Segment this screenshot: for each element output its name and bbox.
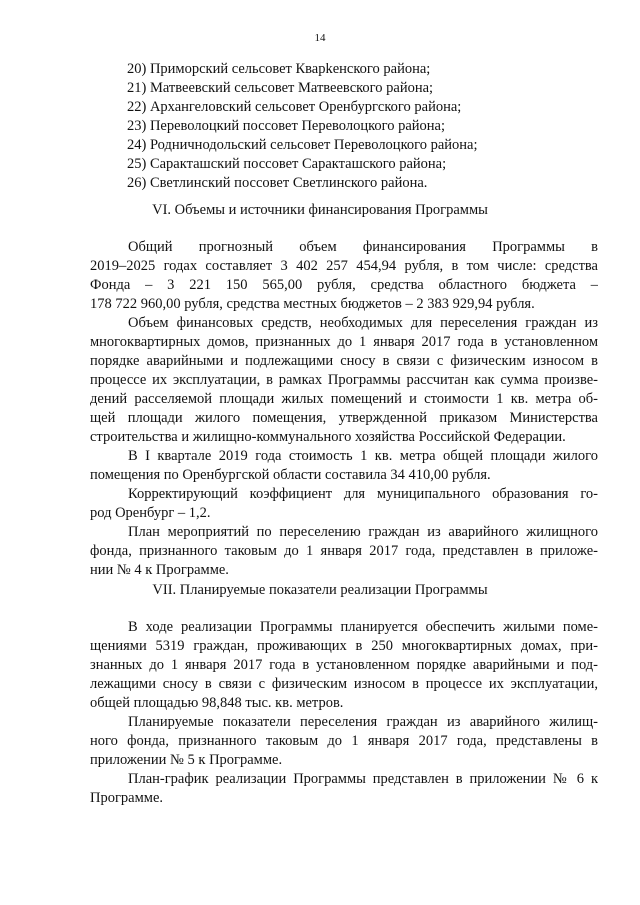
section-6-paragraph-3 (90, 447, 598, 485)
text-line: План-график реализации Программы представлен в приложении № 6 к (128, 771, 598, 787)
text-line: Программе. (90, 790, 164, 806)
section-6-paragraph-4 (90, 485, 598, 523)
text-line: щей площади жилого помещения, утвержденной приказом Министерства (90, 410, 598, 426)
list-item: 20) Приморский сельсовет Кварkенского района; (127, 61, 431, 77)
section-6-heading: VI. Объемы и источники финансирования Программы (152, 202, 488, 218)
section-7-paragraph-1 (90, 618, 598, 713)
list-item: 24) Родничнодольский сельсовет Переволоцкого района; (127, 137, 478, 153)
text-line: Фонда – 3 221 150 565,00 рубля, средства областного бюджета – (90, 277, 598, 293)
page-number: 14 (314, 32, 326, 44)
list-item: 21) Матвеевский сельсовет Матвеевского района; (127, 80, 434, 96)
text-line: щениями 5319 граждан, проживающих в 250 многоквартирных домах, при- (90, 638, 598, 654)
section-6-paragraph-2 (90, 314, 598, 447)
section-6-paragraph-5 (90, 523, 598, 580)
list-item: 26) Светлинский поссовет Светлинского района. (127, 175, 428, 191)
text-line: порядке аварийными и подлежащими сносу в связи с физическим износом в (90, 353, 598, 369)
text-line: ного фонда, признанного таковым до 1 января 2017 года, представлены в (90, 733, 598, 749)
section-7-paragraph-2 (90, 713, 598, 770)
text-line: План мероприятий по переселению граждан из аварийного жилищного (128, 524, 598, 540)
list-item: 22) Архангеловский сельсовет Оренбургского района; (127, 99, 462, 115)
text-line: приложении № 5 к Программе. (90, 752, 283, 768)
text-line: род Оренбург – 1,2. (90, 505, 211, 521)
text-line: В I квартале 2019 года стоимость 1 кв. метра общей площади жилого (128, 448, 598, 464)
text-line: нии № 4 к Программе. (90, 562, 229, 578)
text-line: помещения по Оренбургской области составила 34 410,00 рубля. (90, 467, 491, 483)
text-line: Объем финансовых средств, необходимых для переселения граждан из (128, 315, 598, 331)
text-line: фонда, признанного таковым до 1 января 2017 года, представлен в приложе- (90, 543, 598, 559)
text-line: знанных до 1 января 2017 года в установленном порядке аварийными и под- (90, 657, 598, 673)
list-item: 23) Переволоцкий поссовет Переволоцкого района; (127, 118, 446, 134)
section-7-heading: VII. Планируемые показатели реализации Программы (152, 582, 488, 598)
section-6-paragraph-1 (90, 238, 598, 314)
text-line: многоквартирных домов, признанных до 1 января 2017 года в установленном (90, 334, 598, 350)
text-line: общей площадью 98,848 тыс. кв. метров. (90, 695, 344, 711)
text-line: Планируемые показатели переселения граждан из аварийного жилищ- (128, 714, 598, 730)
text-line: В ходе реализации Программы планируется обеспечить жилыми поме- (128, 619, 598, 635)
list-item: 25) Саракташский поссовет Саракташского района; (127, 156, 447, 172)
text-line: Корректирующий коэффициент для муниципального образования го- (128, 486, 598, 502)
municipality-list (127, 60, 597, 193)
text-line: 178 722 960,00 рубля, средства местных бюджетов – 2 383 929,94 рубля. (90, 296, 535, 312)
text-line: 2019–2025 годах составляет 3 402 257 454,94 рубля, в том числе: средства (90, 258, 598, 274)
text-line: лежащими сносу в связи с физическим износом в процессе их эксплуатации, (90, 676, 598, 692)
text-line: процессе их эксплуатации, в рамках Программы рассчитан как сумма произве- (90, 372, 598, 388)
text-line: дений расселяемой площади жилых помещений и стоимости 1 кв. метра об- (90, 391, 598, 407)
text-line: Общий прогнозный объем финансирования Программы в (128, 239, 598, 255)
section-7-paragraph-3 (90, 770, 598, 808)
text-line: строительства и жилищно-коммунального хозяйства Российской Федерации. (90, 429, 566, 445)
